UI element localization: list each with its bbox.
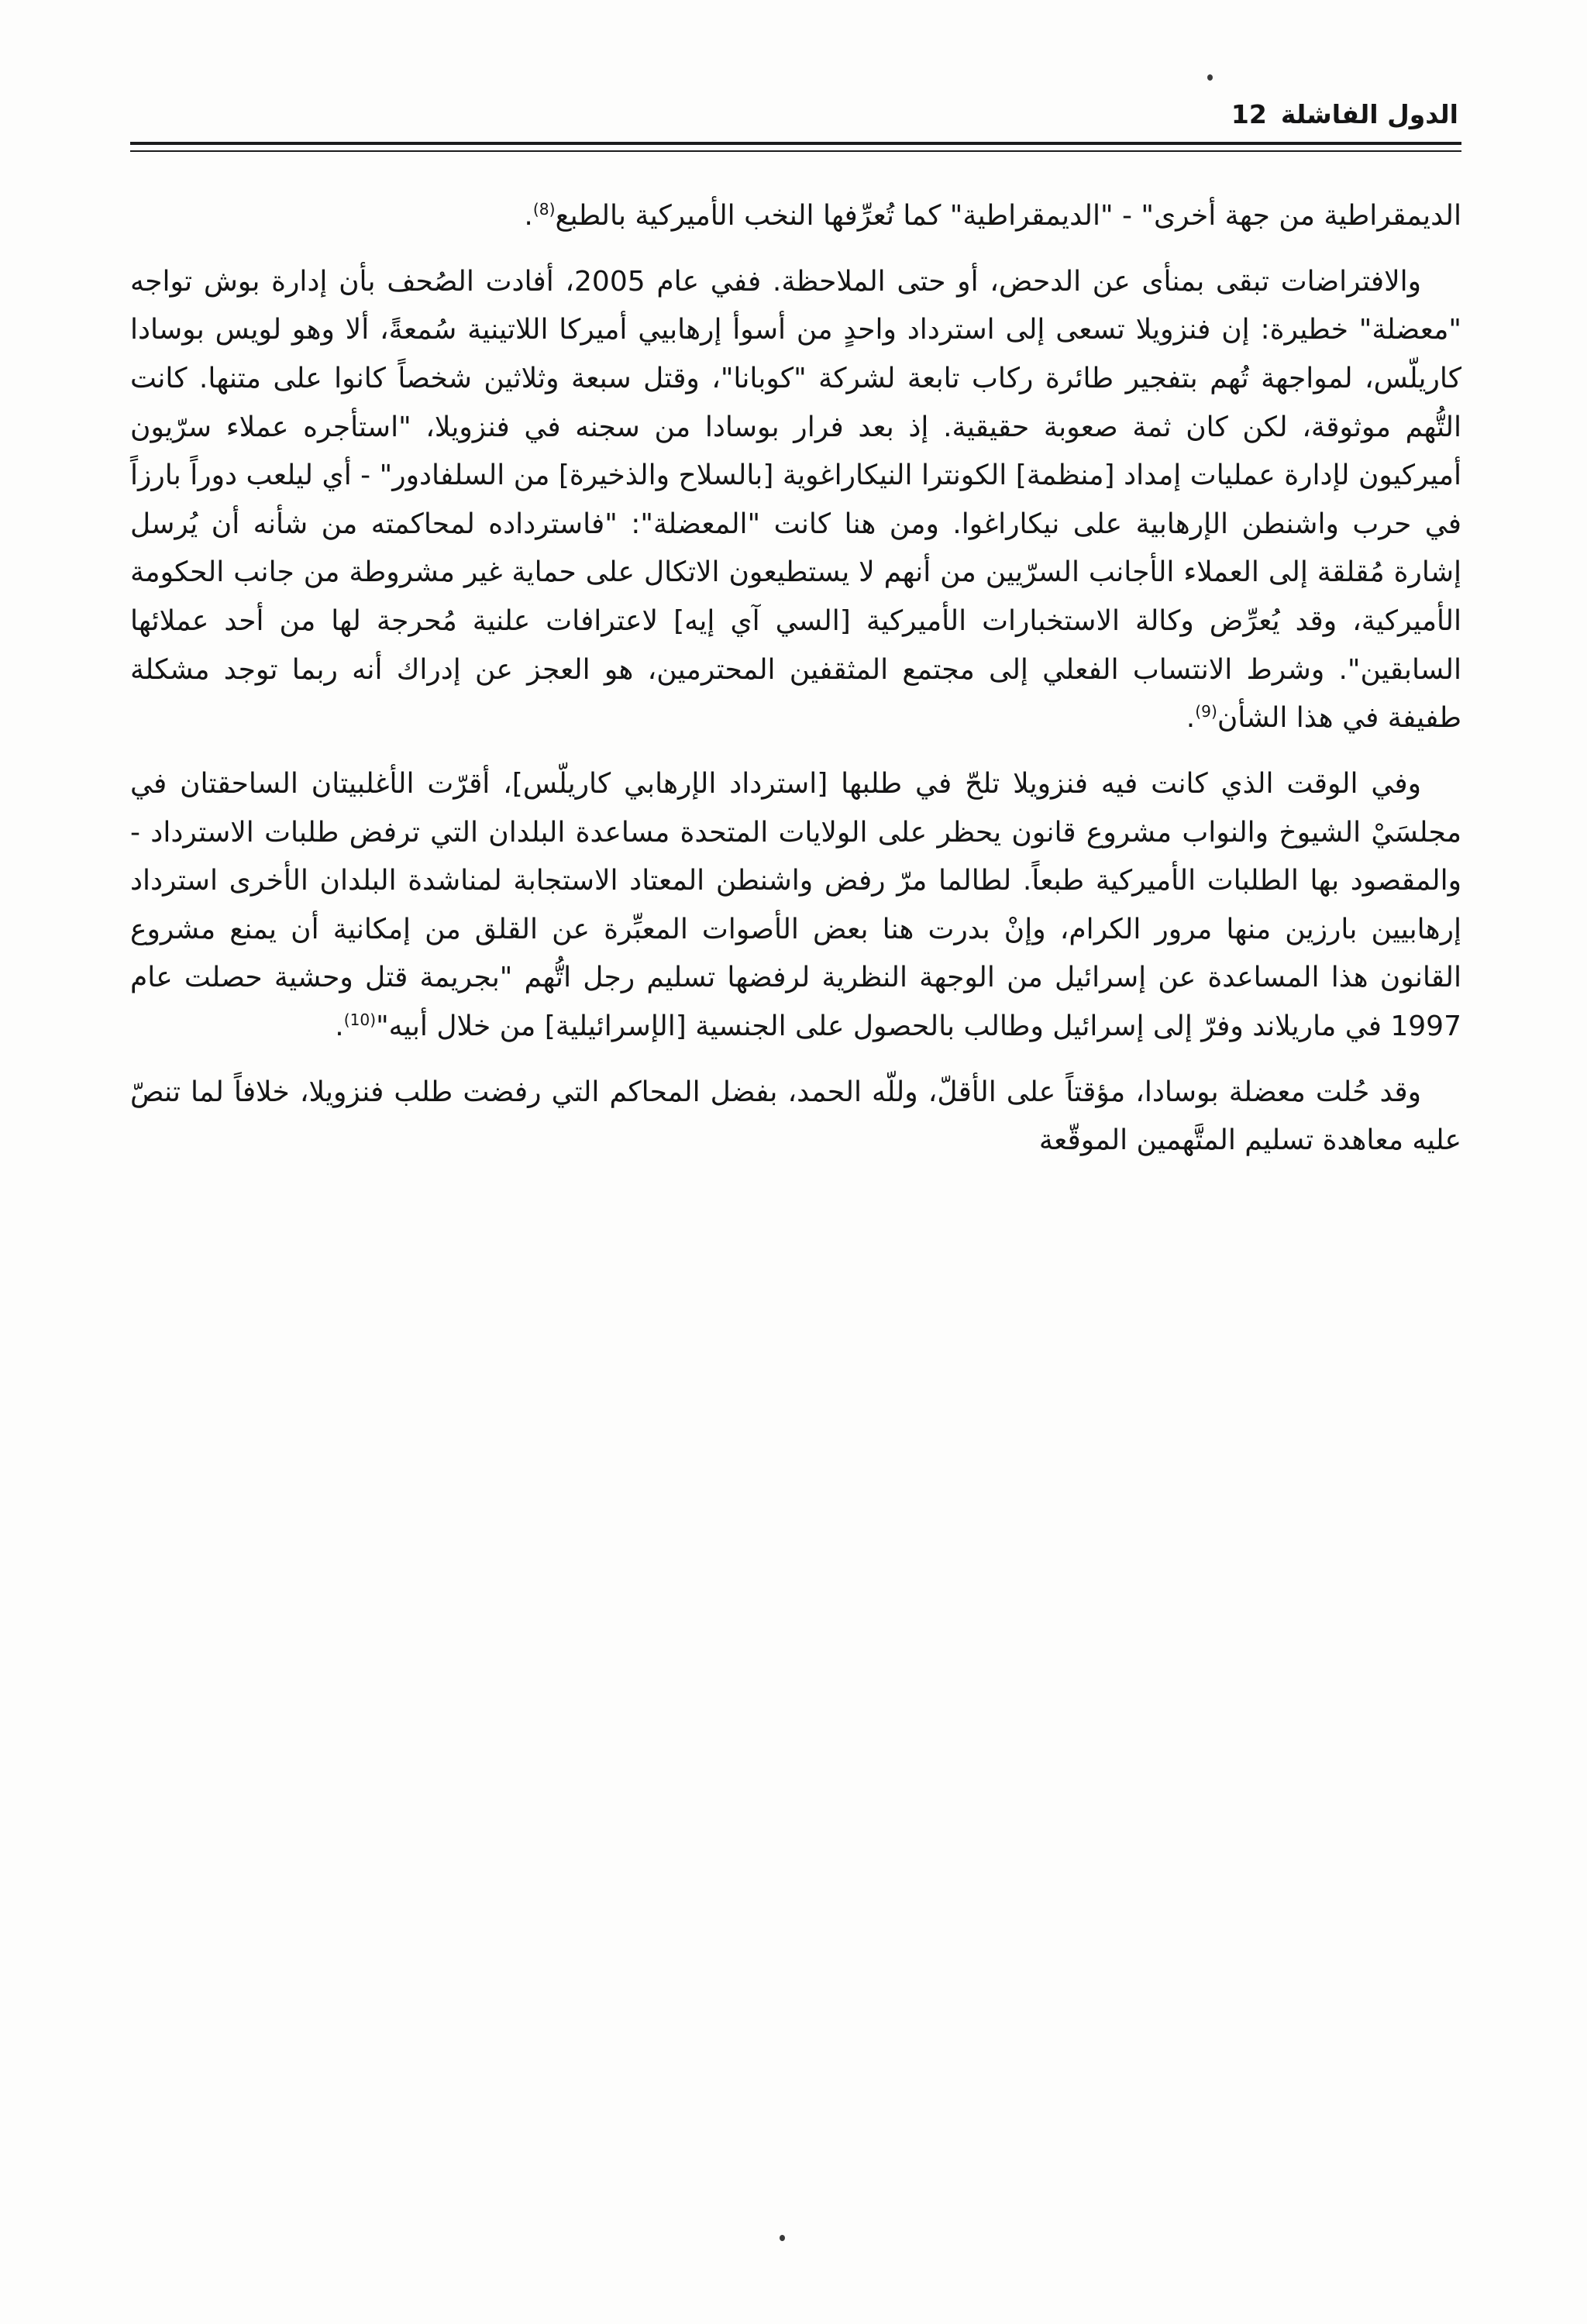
- footnote-ref: (9): [1195, 702, 1217, 721]
- header-rule-bottom: [130, 150, 1461, 152]
- page-number: 12: [1231, 99, 1267, 129]
- scan-speck-top: [1207, 74, 1213, 81]
- paragraph-after: .: [1186, 702, 1196, 735]
- footnote-ref: (8): [532, 200, 556, 219]
- running-head: [130, 99, 1461, 139]
- footnote-ref: (10): [343, 1011, 377, 1029]
- page-header: [130, 99, 1461, 152]
- header-rule-top: [130, 142, 1461, 145]
- paragraph-after: .: [335, 1011, 344, 1042]
- scan-speck-bottom: [780, 2235, 785, 2241]
- paragraph-text: والافتراضات تبقى بمنأى عن الدحض، أو حتى الملاحظة. ففي عام 2005، أفادت الصُحف بأن إدارة بوش تواجه "معضلة" خطيرة: إن فنزويلا تسعى إلى استرداد واحدٍ من أسوأ إرهابيي أميركا اللاتينية سُمعةً، ألا وهو لويس بوسادا كاريلّس، لمواجهة تُهم بتفجير طائرة ركاب تابعة لشركة "كوبانا"، وقتل سبعة وثلاثين شخصاً كانوا على متنها. كانت التُّهم موثوقة، لكن كان ثمة صعوبة حقيقية. إذ بعد فرار بوسادا من سجنه في فنزويلا، "استأجره عملاء سرّيون أميركيون لإدارة عمليات إمداد [منظمة] الكونترا النيكاراغوية [بالسلاح والذخيرة] من السلفادور" - أي ليلعب دوراً بارزاً في حرب واشنطن الإرهابية على نيكاراغوا. ومن هنا كانت "المعضلة": "فاسترداده لمحاكمته من شأنه أن يُرسل إشارة مُقلقة إلى العملاء الأجانب السرّيين من أنهم لا يستطيعون الاتكال على حماية غير مشروطة من جانب الحكومة الأميركية، وقد يُعرِّض وكالة الاستخبارات الأميركية [السي آي إيه] لاعترافات علنية مُحرجة لها من أحد عملائها السابقين". وشرط الانتساب الفعلي إلى مجتمع المثقفين المحترمين، هو العجز عن إدراك أنه ربما توجد مشكلة طفيفة في هذا الشأن: [130, 265, 1461, 735]
- page-content: [130, 99, 1461, 1183]
- paragraph-text: وقد حُلت معضلة بوسادا، مؤقتاً على الأقلّ، وللّه الحمد، بفضل المحاكم التي رفضت طلب فنزويلا، خلافاً لما تنصّ عليه معاهدة تسليم المتَّهمين الموقّعة: [130, 1076, 1461, 1157]
- paragraph: [130, 760, 1461, 1052]
- paragraph: [130, 1069, 1461, 1165]
- paragraph: [130, 192, 1461, 241]
- body-text: [130, 192, 1461, 1165]
- paragraph-text: وفي الوقت الذي كانت فيه فنزويلا تلحّ في طلبها [استرداد الإرهابي كاريلّس]، أقرّت الأغلبيتان الساحقتان في مجلسَيْ الشيوخ والنواب مشروع قانون يحظر على الولايات المتحدة مساعدة البلدان التي ترفض طلبات الاسترداد - والمقصود بها الطلبات الأميركية طبعاً. لطالما مرّ رفض واشنطن المعتاد الاستجابة لمناشدة البلدان الأخرى استرداد إرهابيين بارزين منها مرور الكرام، وإنْ بدرت هنا بعض الأصوات المعبِّرة عن القلق من إمكانية أن يمنع مشروع القانون هذا المساعدة عن إسرائيل من الوجهة النظرية لرفضها تسليم رجل اتُّهم "بجريمة قتل وحشية حصلت عام 1997 في ماريلاند وفرّ إلى إسرائيل وطالب بالحصول على الجنسية [الإسرائيلية] من خلال أبيه": [130, 767, 1461, 1042]
- paragraph-after: .: [524, 200, 533, 232]
- book-title: الدول الفاشلة: [1280, 99, 1458, 129]
- paragraph-text: الديمقراطية من جهة أخرى" - "الديمقراطية" كما تُعرِّفها النخب الأميركية بالطبع: [555, 200, 1461, 232]
- paragraph: [130, 258, 1461, 743]
